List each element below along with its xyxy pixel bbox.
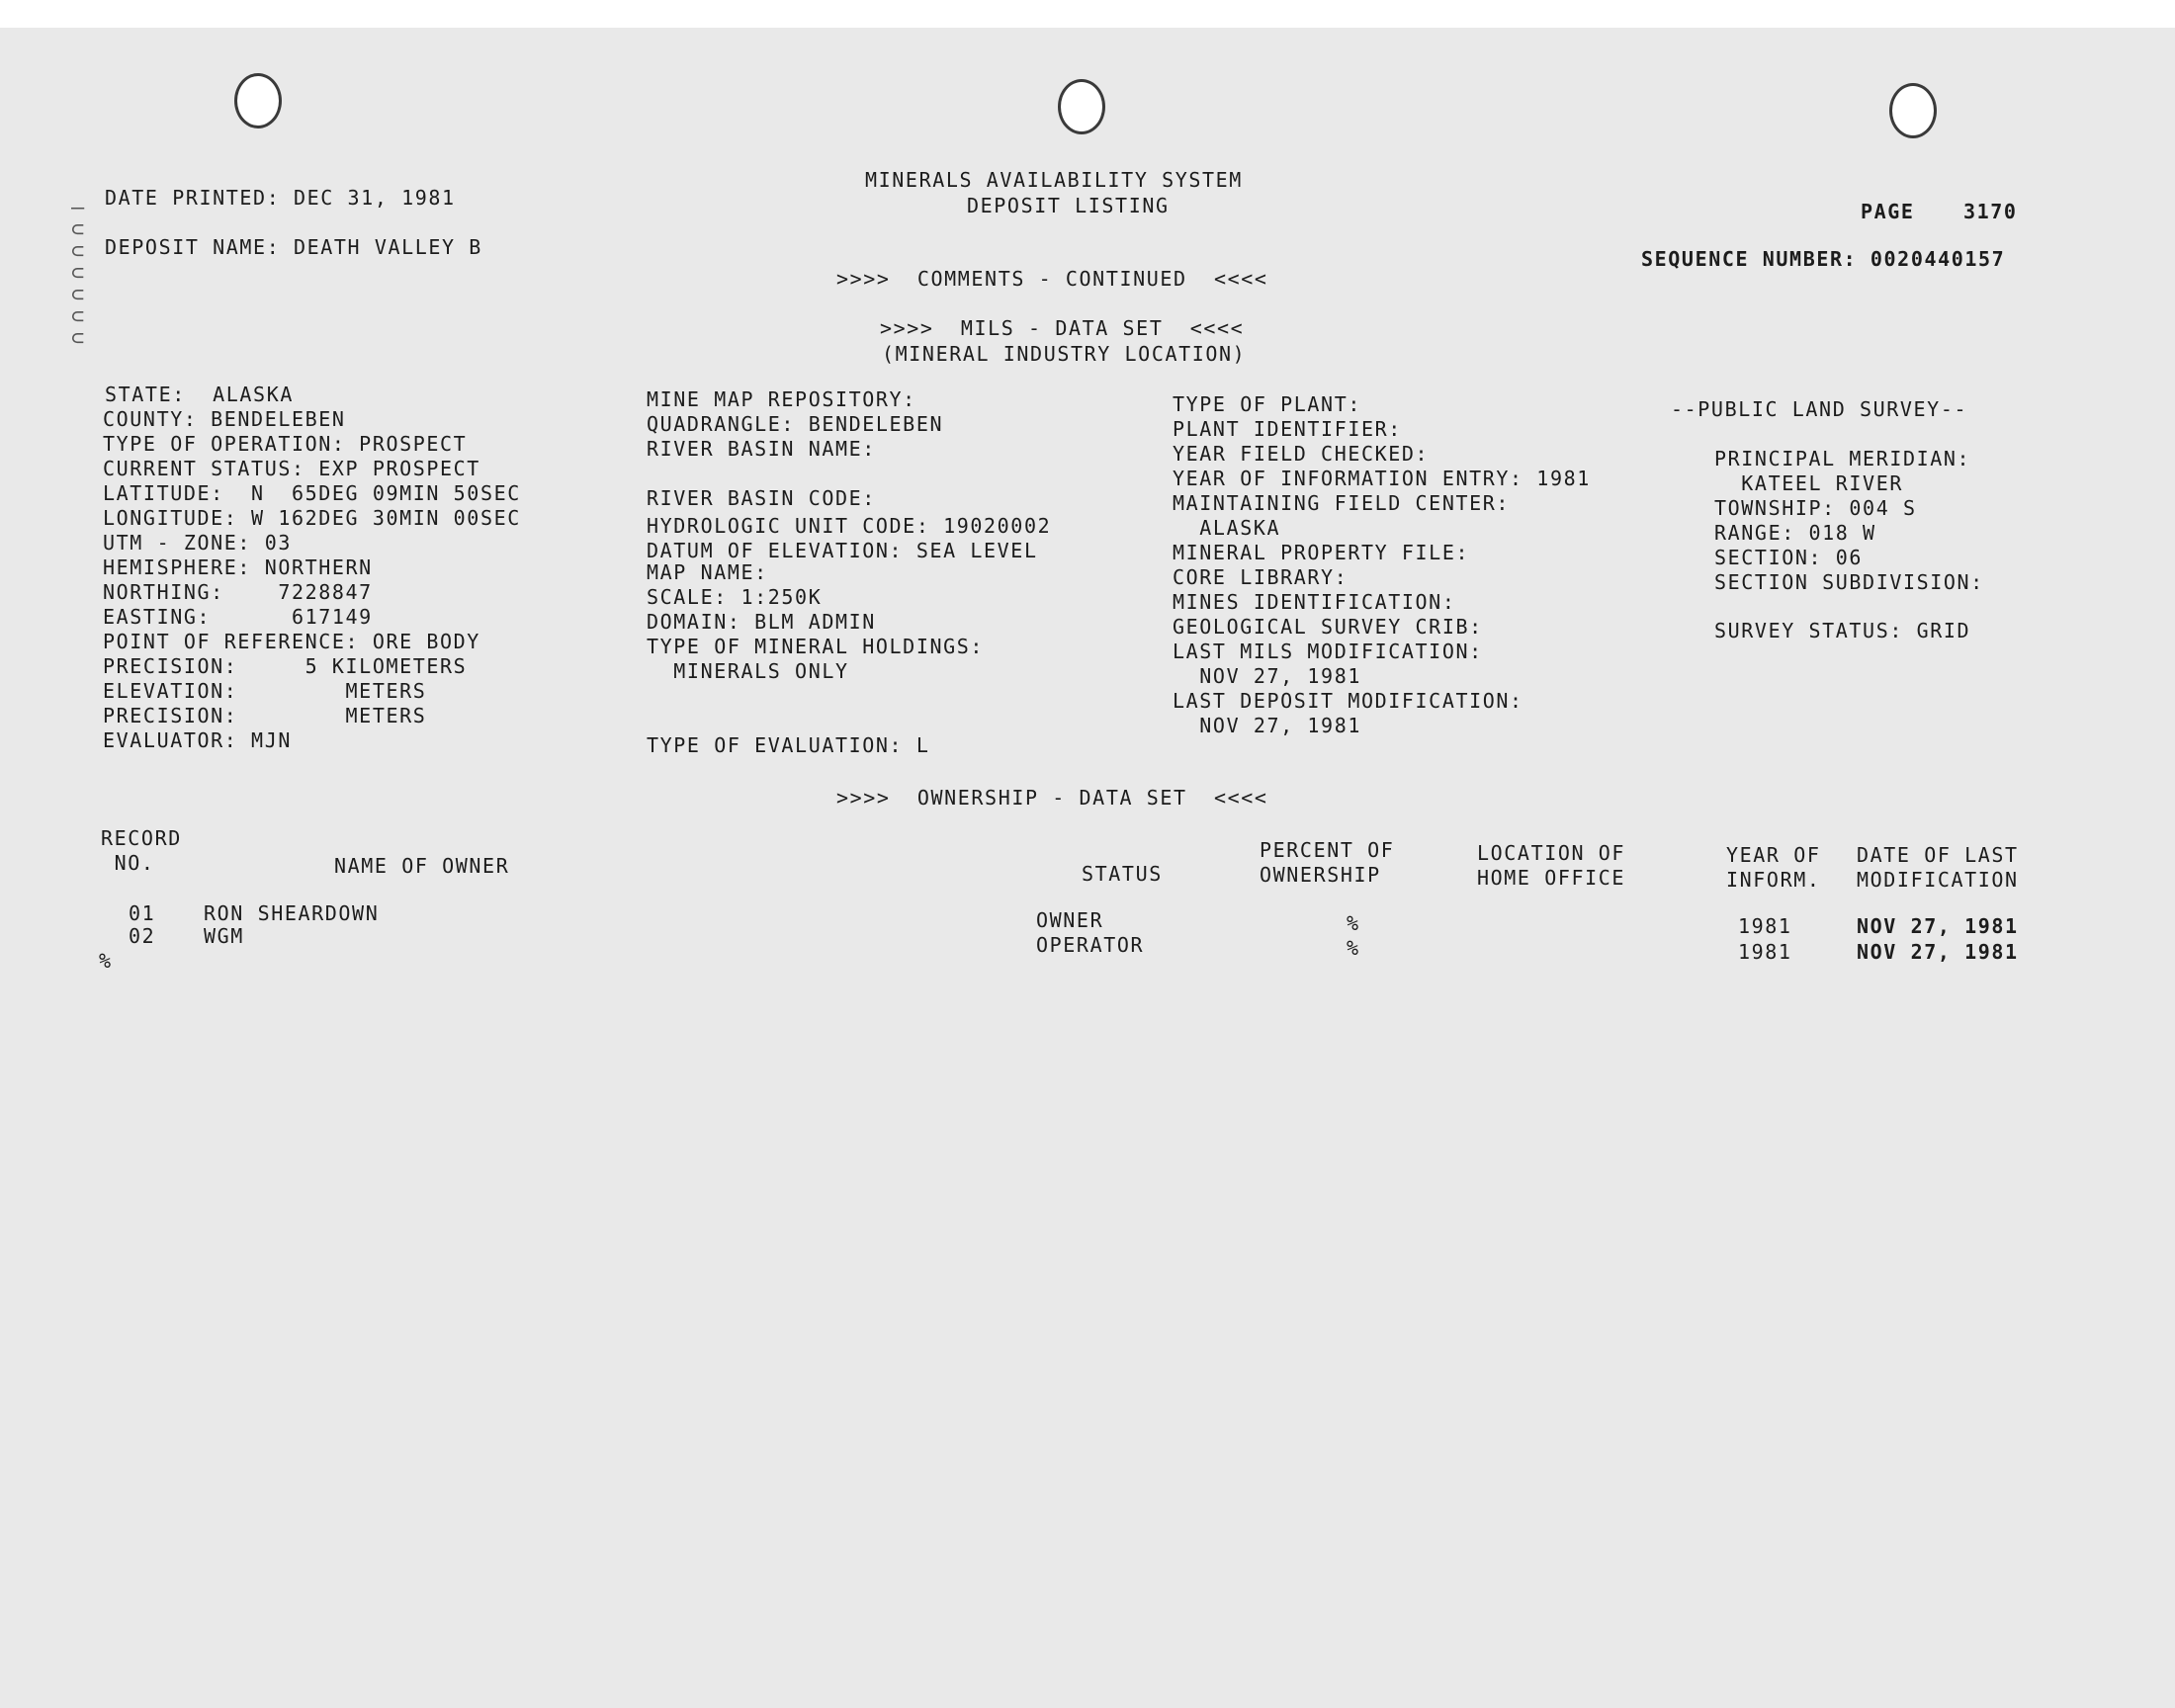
date-printed: DATE PRINTED: DEC 31, 1981 <box>105 186 456 210</box>
header-date-of-last: DATE OF LAST <box>1857 843 2019 867</box>
field-northing: NORTHING: 7228847 <box>103 580 373 604</box>
field-river-basin-name: RIVER BASIN NAME: <box>647 437 876 461</box>
header-record-no: NO. <box>101 851 155 875</box>
field-type-of-evaluation: TYPE OF EVALUATION: L <box>647 733 930 757</box>
public-land-survey-heading: --PUBLIC LAND SURVEY-- <box>1671 397 1968 421</box>
field-core-library: CORE LIBRARY: <box>1173 565 1348 589</box>
row-1-owner-name: RON SHEARDOWN <box>204 901 380 925</box>
header-record: RECORD <box>101 826 182 850</box>
field-mineral-holdings-value: MINERALS ONLY <box>647 659 849 683</box>
faint-stamp-number <box>84 1265 124 1463</box>
field-last-mils-modification: LAST MILS MODIFICATION: <box>1173 640 1483 663</box>
header-year-of: YEAR OF <box>1726 843 1821 867</box>
ownership-heading: >>>> OWNERSHIP - DATA SET <<<< <box>836 786 1268 810</box>
row-1-year: 1981 <box>1738 914 1792 938</box>
field-utm-zone: UTM - ZONE: 03 <box>103 531 292 555</box>
field-current-status: CURRENT STATUS: EXP PROSPECT <box>103 457 480 480</box>
mils-heading: >>>> MILS - DATA SET <<<< <box>880 316 1245 340</box>
mils-subheading: (MINERAL INDUSTRY LOCATION) <box>882 342 1247 366</box>
field-principal-meridian: PRINCIPAL MERIDIAN: <box>1714 447 1971 470</box>
field-evaluator: EVALUATOR: MJN <box>103 728 292 752</box>
row-2-year: 1981 <box>1738 940 1792 964</box>
row-1-percent: % <box>1347 911 1360 935</box>
header-status: STATUS <box>1082 862 1163 886</box>
deposit-name: DEPOSIT NAME: DEATH VALLEY B <box>105 235 482 259</box>
sequence-number: SEQUENCE NUMBER: 0020440157 <box>1641 247 2006 271</box>
field-map-name: MAP NAME: <box>647 560 768 584</box>
field-latitude: LATITUDE: N 65DEG 09MIN 50SEC <box>103 481 521 505</box>
field-mines-identification: MINES IDENTIFICATION: <box>1173 590 1456 614</box>
field-plant-identifier: PLANT IDENTIFIER: <box>1173 417 1402 441</box>
row-2-percent: % <box>1347 936 1360 960</box>
header-home-office: HOME OFFICE <box>1477 866 1626 890</box>
field-township: TOWNSHIP: 004 S <box>1714 496 1917 520</box>
field-year-field-checked: YEAR FIELD CHECKED: <box>1173 442 1430 466</box>
field-mineral-holdings: TYPE OF MINERAL HOLDINGS: <box>647 635 985 658</box>
field-county: COUNTY: BENDELEBEN <box>103 407 346 431</box>
listing-title: DEPOSIT LISTING <box>967 194 1170 217</box>
field-year-of-information-entry: YEAR OF INFORMATION ENTRY: 1981 <box>1173 467 1591 490</box>
field-mineral-property-file: MINERAL PROPERTY FILE: <box>1173 541 1470 564</box>
field-easting: EASTING: 617149 <box>103 605 373 629</box>
comments-heading: >>>> COMMENTS - CONTINUED <<<< <box>836 267 1268 291</box>
field-last-mils-modification-date: NOV 27, 1981 <box>1173 664 1361 688</box>
row-1-status: OWNER <box>1036 908 1104 932</box>
row-2-status: OPERATOR <box>1036 933 1145 957</box>
punch-hole-left <box>234 73 282 128</box>
row-2-record-no: 02 <box>129 924 156 948</box>
header-name-of-owner: NAME OF OWNER <box>334 854 510 878</box>
row-2-owner-name: WGM <box>204 924 244 948</box>
field-last-deposit-modification-date: NOV 27, 1981 <box>1173 714 1361 737</box>
row-2-date: NOV 27, 1981 <box>1857 940 2019 964</box>
header-location-of: LOCATION OF <box>1477 841 1626 865</box>
field-hydrologic-unit-code: HYDROLOGIC UNIT CODE: 19020002 <box>647 514 1052 538</box>
field-principal-meridian-value: KATEEL RIVER <box>1714 471 1903 495</box>
field-quadrangle: QUADRANGLE: BENDELEBEN <box>647 412 944 436</box>
margin-ring-marks: — ⊂ ⊂ ⊂ ⊂ ⊂ ⊂ <box>71 196 85 351</box>
row-1-record-no: 01 <box>129 901 156 925</box>
field-section: SECTION: 06 <box>1714 546 1864 569</box>
field-mine-map-repository: MINE MAP REPOSITORY: <box>647 387 916 411</box>
field-point-of-reference: POINT OF REFERENCE: ORE BODY <box>103 630 480 653</box>
field-hemisphere: HEMISPHERE: NORTHERN <box>103 555 373 579</box>
field-precision-m: PRECISION: METERS <box>103 704 427 727</box>
field-range: RANGE: 018 W <box>1714 521 1876 545</box>
field-survey-status: SURVEY STATUS: GRID <box>1714 619 1971 642</box>
field-elevation: ELEVATION: METERS <box>103 679 427 703</box>
field-section-subdivision: SECTION SUBDIVISION: <box>1714 570 1984 594</box>
field-state: STATE: ALASKA <box>105 383 294 406</box>
field-domain: DOMAIN: BLM ADMIN <box>647 610 876 634</box>
field-operation-type: TYPE OF OPERATION: PROSPECT <box>103 432 468 456</box>
header-inform: INFORM. <box>1726 868 1821 892</box>
header-ownership: OWNERSHIP <box>1260 863 1381 887</box>
field-precision-km: PRECISION: 5 KILOMETERS <box>103 654 468 678</box>
punch-hole-center <box>1058 79 1105 134</box>
row-1-date: NOV 27, 1981 <box>1857 914 2019 938</box>
field-scale: SCALE: 1:250K <box>647 585 823 609</box>
header-percent-of: PERCENT OF <box>1260 838 1395 862</box>
field-last-deposit-modification: LAST DEPOSIT MODIFICATION: <box>1173 689 1523 713</box>
field-river-basin-code: RIVER BASIN CODE: <box>647 486 876 510</box>
page-number: 3170 <box>1963 200 2018 223</box>
header-modification: MODIFICATION <box>1857 868 2019 892</box>
field-datum-of-elevation: DATUM OF ELEVATION: SEA LEVEL <box>647 539 1038 562</box>
field-maintaining-field-center: MAINTAINING FIELD CENTER: <box>1173 491 1511 515</box>
punch-hole-right <box>1889 83 1937 138</box>
page-label: PAGE <box>1861 200 1915 223</box>
field-field-center-value: ALASKA <box>1173 516 1281 540</box>
system-title: MINERALS AVAILABILITY SYSTEM <box>865 168 1243 192</box>
field-longitude: LONGITUDE: W 162DEG 30MIN 00SEC <box>103 506 521 530</box>
end-of-record-mark: % <box>99 949 113 973</box>
field-geological-survey-crib: GEOLOGICAL SURVEY CRIB: <box>1173 615 1483 639</box>
field-type-of-plant: TYPE OF PLANT: <box>1173 392 1361 416</box>
